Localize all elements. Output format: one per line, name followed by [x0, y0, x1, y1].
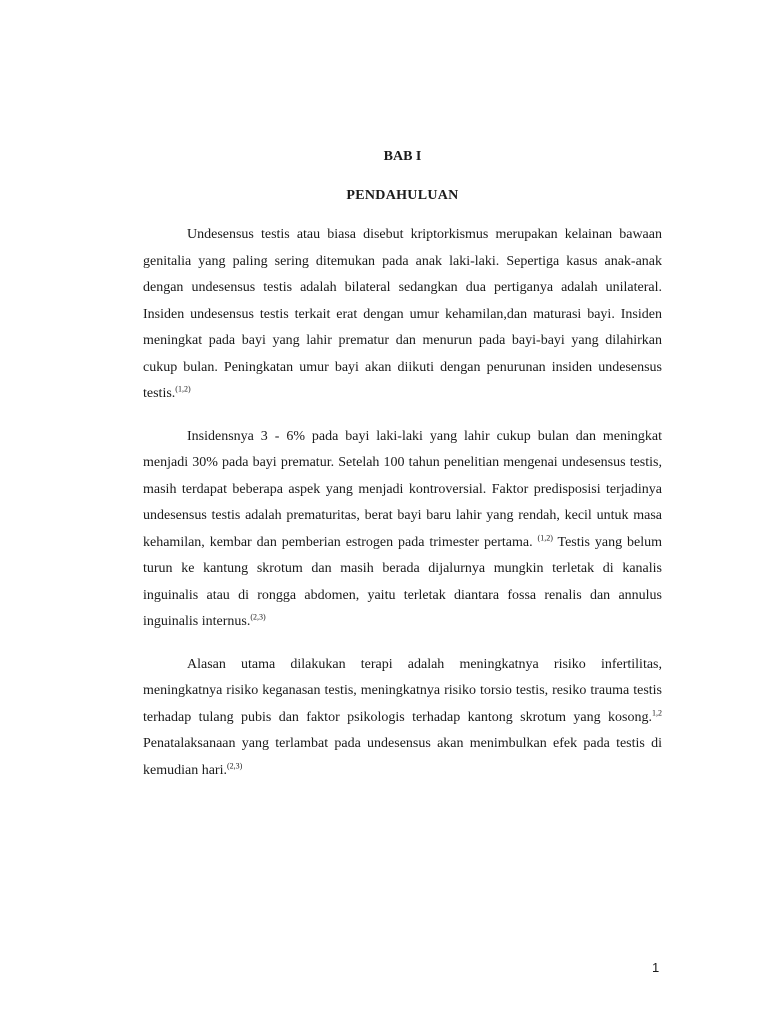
- paragraph-3: [143, 652, 662, 785]
- paragraph-2-text-a: Insidensnya 3 - 6% pada bayi laki-laki yang lahir cukup bulan dan meningkat menjadi 30% pada bayi prematur. Setelah 100 tahun penelitian mengenai undesensus testis, masih terdapat beberapa aspek yang menjadi kontroversial. Faktor predisposisi terjadinya undesensus testis adalah prematuritas, berat bayi baru lahir yang rendah, kecil untuk masa kehamilan, kembar dan pemberian estrogen pada trimester pertama.: [143, 428, 662, 550]
- citation: (1,2): [537, 532, 553, 542]
- citation: (2,3): [226, 760, 243, 770]
- paragraph-3-text-b: Penatalaksanaan yang terlambat pada undesensus akan menimbulkan efek pada testis di kemudian hari.: [143, 736, 662, 778]
- page-content: [143, 140, 662, 784]
- paragraph-3-text-a: Alasan utama dilakukan terapi adalah meningkatnya risiko infertilitas, meningkatnya risiko keganasan testis, meningkatnya risiko torsio testis, resiko trauma testis terhadap tulang pubis dan faktor psikologis terhadap kantong skrotum yang kosong.: [143, 656, 662, 725]
- paragraph-1-text: Undesensus testis atau biasa disebut kriptorkismus merupakan kelainan bawaan genitalia yang paling sering ditemukan pada anak laki-laki. Sepertiga kasus anak-anak dengan undesensus testis adalah bilateral sedangkan dua pertiganya adalah unilateral. Insiden undesensus testis terkait erat dengan umur kehamilan,dan maturasi bayi. Insiden meningkat pada bayi yang lahir prematur dan menurun pada bayi-bayi yang dilahirkan cukup bulan. Peningkatan umur bayi akan diikuti dengan penurunan insiden undesensus testis.: [143, 227, 662, 401]
- paragraph-2-text-b: Testis yang belum turun ke kantung skrotum dan masih berada dijalurnya mungkin terletak di kanalis inguinalis atau di rongga abdomen, yaitu terletak diantara fossa renalis dan annulus inguinalis internus.: [143, 534, 662, 629]
- paragraph-1: [143, 222, 662, 408]
- chapter-title: PENDAHULUAN: [346, 188, 459, 203]
- citation: 1,2: [652, 707, 662, 717]
- citation: (1,2): [175, 384, 191, 394]
- paragraph-2: [143, 424, 662, 636]
- page-number: 1: [652, 960, 660, 975]
- citation: (2,3): [250, 612, 266, 622]
- chapter-heading: BAB I: [383, 149, 422, 164]
